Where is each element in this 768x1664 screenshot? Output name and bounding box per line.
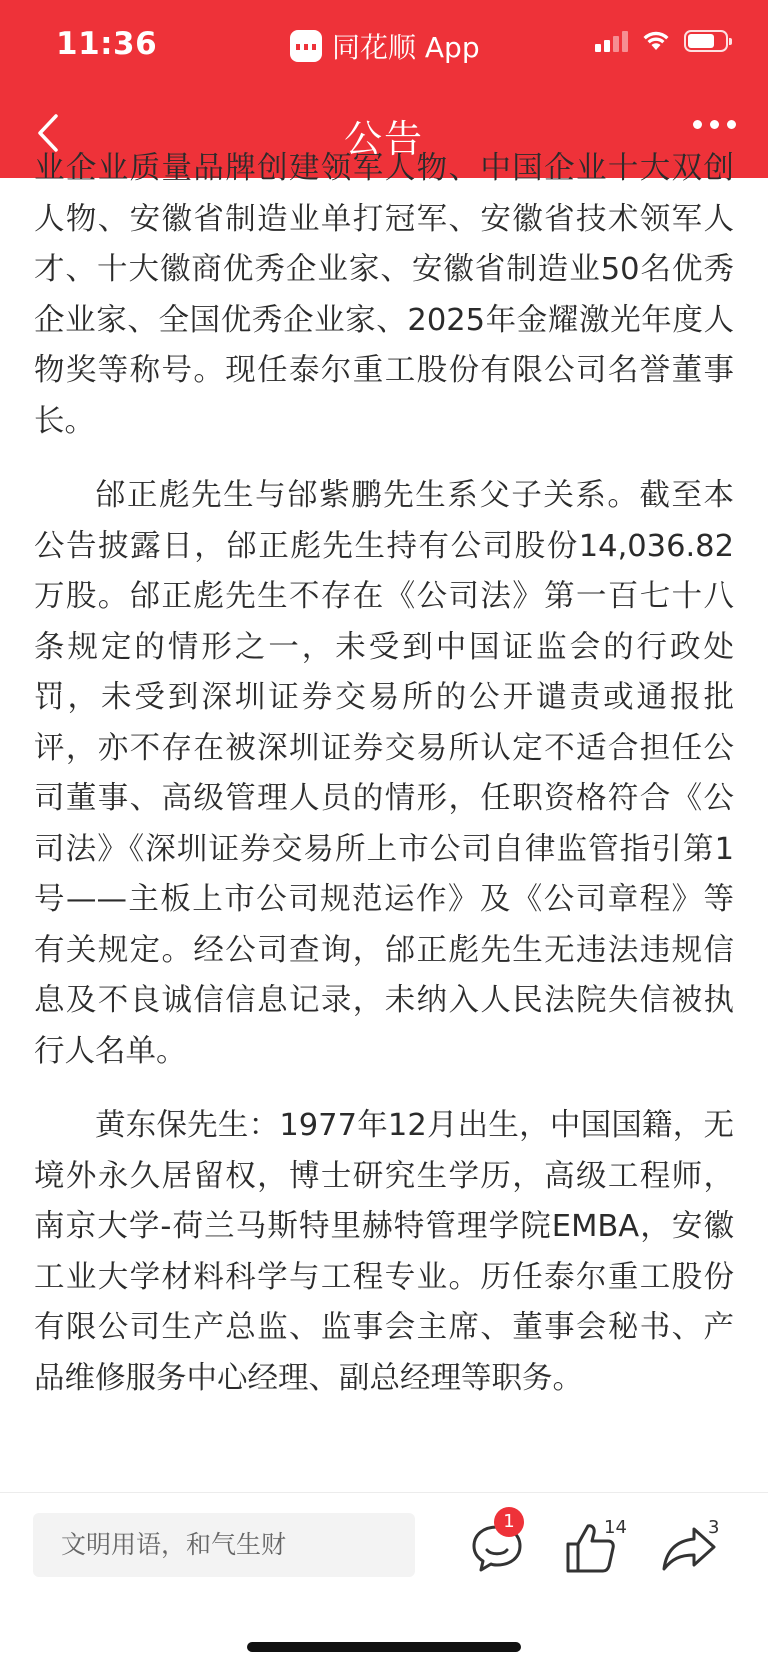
home-indicator[interactable] xyxy=(247,1642,521,1652)
comment-count-badge: 1 xyxy=(494,1507,524,1537)
more-button[interactable] xyxy=(693,120,736,129)
bottom-action-bar xyxy=(0,1492,768,1664)
battery-icon xyxy=(684,30,728,52)
article-paragraph: 邰正彪先生与邰紫鹏先生系父子关系。截至本公告披露日，邰正彪先生持有公司股份14,036.82万股。邰正彪先生不存在《公司法》第一百七十八条规定的情形之一，未受到中国证监会的行政处罚，未受到深圳证券交易所的公开谴责或通报批评，亦不存在被深圳证券交易所认定不适合担任公司董事、高级管理人员的情形，任职资格符合《公司法》《深圳证券交易所上市公司自律监管指引第1号——主板上市公司规范运作》及《公司章程》等有关规定。经公司查询，邰正彪先生无违法违规信息及不良诚信信息记录，未纳入人民法院失信被执行人名单。 xyxy=(34,478,734,1069)
article-paragraph: 业企业质量品牌创建领军人物、中国企业十大双创人物、安徽省制造业单打冠军、安徽省技术领军人才、十大徽商优秀企业家、安徽省制造业50名优秀企业家、全国优秀企业家、2025年金耀激光年度人物奖等称号。现任泰尔重工股份有限公司名誉董事长。 xyxy=(34,151,734,439)
status-time: 11:36 xyxy=(56,26,158,62)
app-logo-icon xyxy=(290,30,322,62)
status-app-name: 同花顺 App xyxy=(332,31,480,64)
announcement-body xyxy=(34,151,734,1492)
page-title: 公告 xyxy=(343,117,424,161)
article-paragraph: 黄东保先生：1977年12月出生，中国国籍，无境外永久居留权，博士研究生学历，高级工程师，南京大学-荷兰马斯特里赫特管理学院EMBA，安徽工业大学材料科学与工程专业。历任泰尔重工股份有限公司生产总监、监事会主席、董事会秘书、产品维修服务中心经理、副总经理等职务。 xyxy=(34,1108,734,1396)
status-indicators xyxy=(595,30,728,52)
like-count: 14 xyxy=(604,1517,627,1538)
comment-input[interactable]: 文明用语，和气生财 xyxy=(33,1513,415,1577)
share-count: 3 xyxy=(708,1517,720,1538)
status-app-indicator[interactable] xyxy=(290,26,480,66)
cellular-signal-icon xyxy=(595,30,628,52)
wifi-icon xyxy=(642,30,670,52)
more-dots-icon xyxy=(693,120,702,129)
